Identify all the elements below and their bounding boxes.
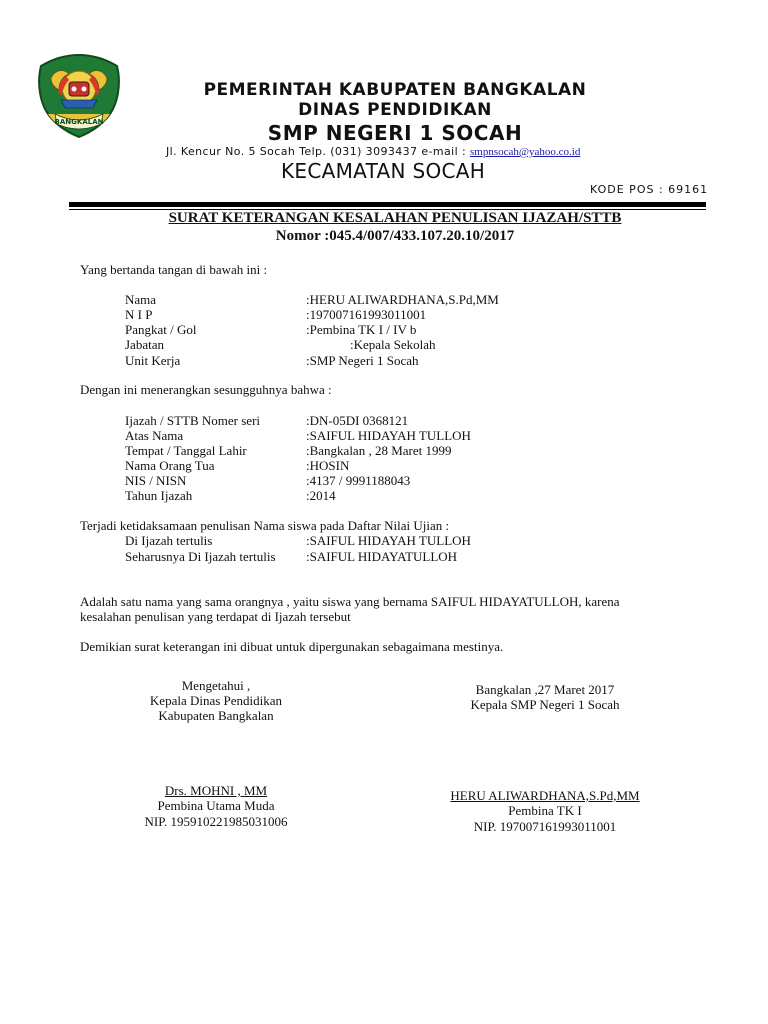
left-sign-title: Kepala Dinas Pendidikan (149, 693, 283, 708)
declaration-text: Dengan ini menerangkan sesungguhnya bahwa : (80, 382, 332, 397)
signer-value: :197007161993011001 (306, 307, 427, 322)
letter-title: SURAT KETERANGAN KESALAHAN PENULISAN IJAZAH/STTB (168, 210, 622, 226)
district-name: KECAMATAN SOCAH (281, 159, 486, 183)
discrepancy-label: Di Ijazah tertulis (125, 533, 213, 548)
discrepancy-value: :SAIFUL HIDAYATULLOH (306, 549, 458, 564)
school-name: SMP NEGERI 1 SOCAH (267, 121, 523, 145)
address-text: Jl. Kencur No. 5 Socah Telp. (031) 3093437 e-mail : (166, 145, 467, 158)
student-value: :HOSIN (306, 458, 350, 473)
school-address (166, 145, 580, 158)
closing-text: Demikian surat keterangan ini dibuat untuk dipergunakan sebagaimana mestinya. (80, 639, 504, 654)
right-signer-name-text: HERU ALIWARDHANA,S.Pd,MM (450, 788, 640, 803)
letterhead-divider-thick (69, 202, 706, 207)
discrepancy-label: Seharusnya Di Ijazah tertulis (125, 549, 276, 564)
signer-label: Unit Kerja (125, 353, 181, 368)
signer-label: N I P (125, 307, 153, 322)
conclusion-line: kesalahan penulisan yang terdapat di Ijazah tersebut (80, 609, 351, 624)
student-label: Tempat / Tanggal Lahir (125, 443, 247, 458)
signer-value: :Pembina TK I / IV b (306, 322, 417, 337)
left-sign-office: Kabupaten Bangkalan (158, 708, 274, 723)
government-name: PEMERINTAH KABUPATEN BANGKALAN (203, 80, 587, 100)
right-sign-place-date: Bangkalan ,27 Maret 2017 (475, 682, 615, 697)
signer-value: :HERU ALIWARDHANA,S.Pd,MM (306, 292, 499, 307)
left-signer-name-text: Drs. MOHNI , MM (164, 783, 268, 798)
student-label: NIS / NISN (125, 473, 187, 488)
postal-code: KODE POS : 69161 (590, 183, 709, 196)
student-label: Ijazah / STTB Nomer seri (125, 413, 261, 428)
left-sign-acknowledge: Mengetahui , (181, 678, 251, 693)
student-label: Nama Orang Tua (125, 458, 215, 473)
discrepancy-intro: Terjadi ketidaksamaan penulisan Nama siswa pada Daftar Nilai Ujian : (80, 518, 450, 533)
student-label: Tahun Ijazah (125, 488, 193, 503)
signer-label: Pangkat / Gol (125, 322, 197, 337)
signer-value: :Kepala Sekolah (350, 337, 436, 352)
student-value: :DN-05DI 0368121 (306, 413, 409, 428)
left-signer-nip: NIP. 195910221985031006 (144, 814, 288, 829)
logo-text: BANGKALAN (54, 118, 104, 126)
right-signer-name (425, 788, 665, 804)
intro-text: Yang bertanda tangan di bawah ini : (80, 262, 268, 277)
left-signer-rank: Pembina Utama Muda (157, 798, 275, 813)
right-sign-title: Kepala SMP Negeri 1 Socah (470, 697, 620, 712)
student-value: :2014 (306, 488, 336, 503)
discrepancy-value: :SAIFUL HIDAYAH TULLOH (306, 533, 471, 548)
department-name: DINAS PENDIDIKAN (298, 100, 492, 120)
student-value: :4137 / 9991188043 (306, 473, 411, 488)
student-value: :Bangkalan , 28 Maret 1999 (306, 443, 452, 458)
right-signer-rank: Pembina TK I (508, 803, 582, 818)
email-link[interactable]: smpnsocah@yahoo.co.id (469, 146, 581, 158)
left-signer-name (96, 783, 336, 799)
letter-number: Nomor :045.4/007/433.107.20.10/2017 (275, 228, 515, 244)
signer-label: Nama (125, 292, 157, 307)
student-label: Atas Nama (125, 428, 184, 443)
signer-label: Jabatan (125, 337, 164, 352)
student-value: :SAIFUL HIDAYAH TULLOH (306, 428, 471, 443)
conclusion-line: Adalah satu nama yang sama orangnya , yaitu siswa yang bernama SAIFUL HIDAYATULLOH, karena (80, 594, 620, 609)
right-signer-nip: NIP. 197007161993011001 (473, 819, 617, 834)
signer-value: :SMP Negeri 1 Socah (306, 353, 419, 368)
